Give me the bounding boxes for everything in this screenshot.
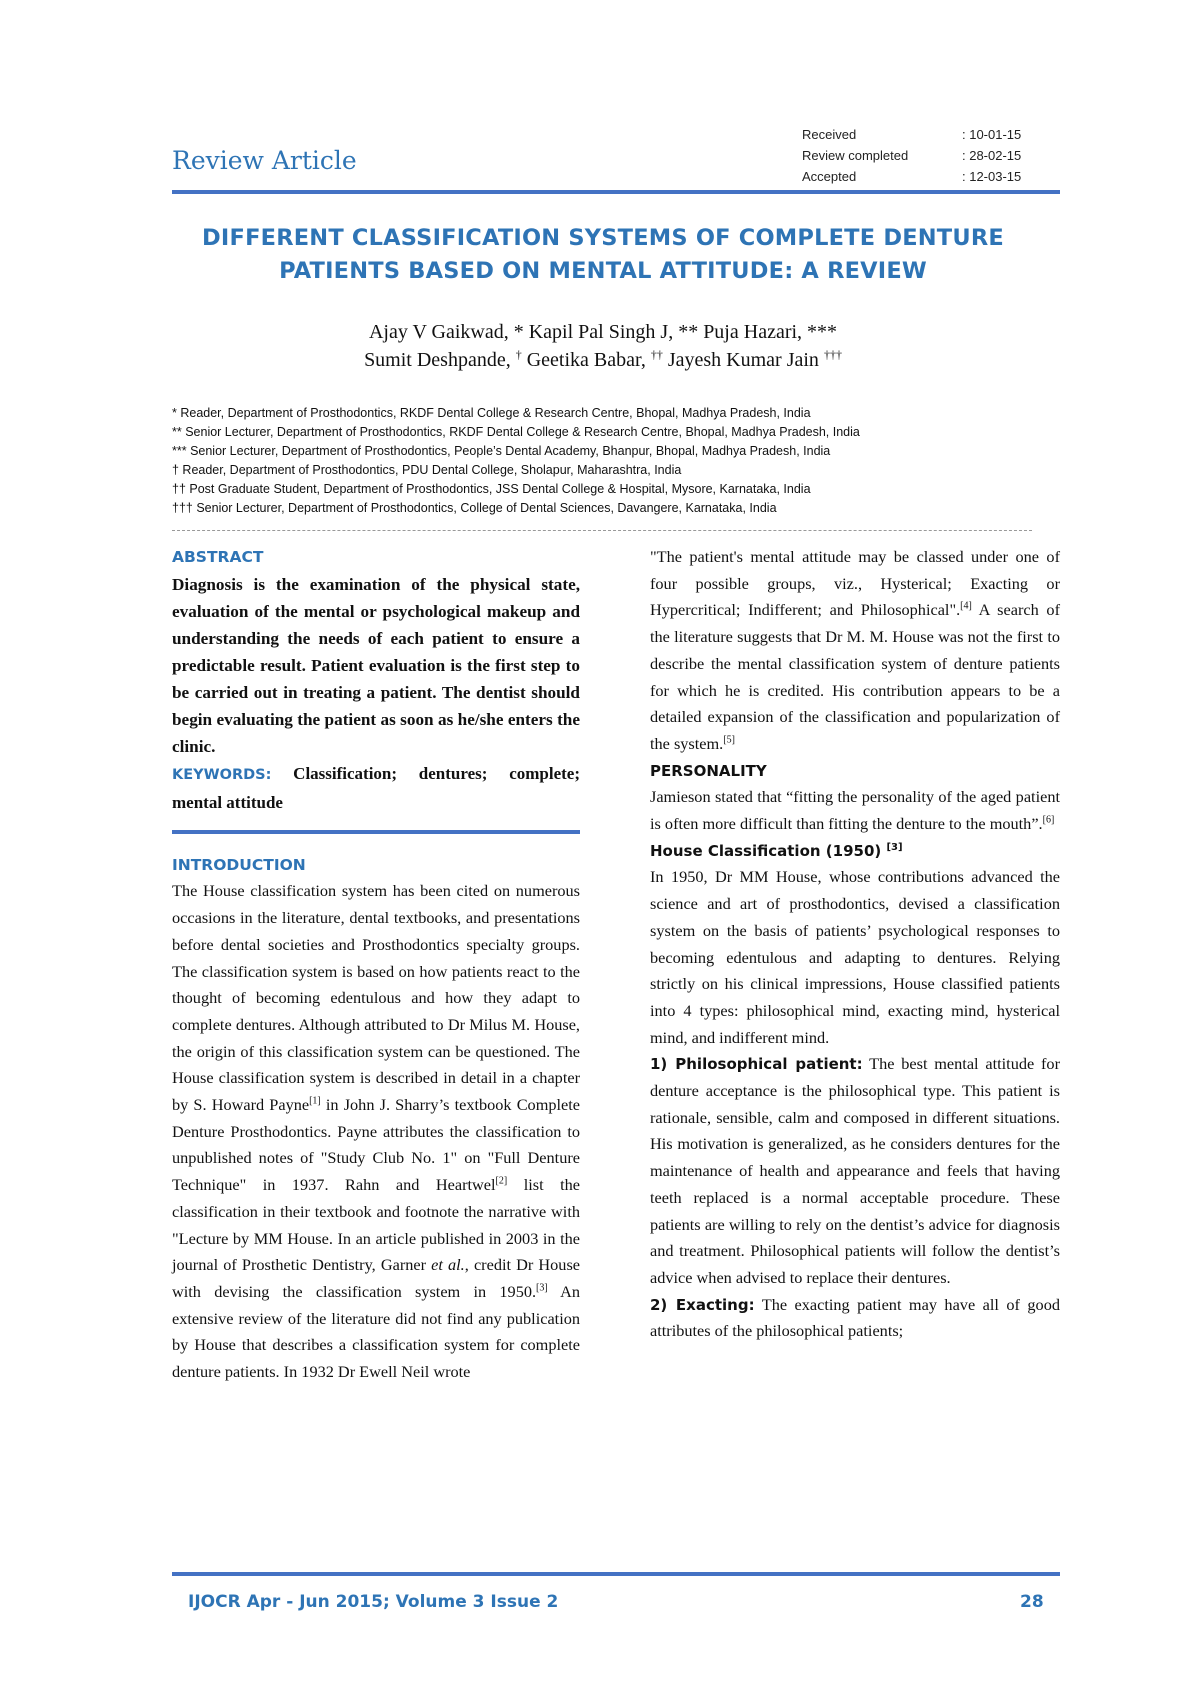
header-rule xyxy=(172,190,1060,194)
affiliations xyxy=(172,404,860,518)
left-column xyxy=(172,544,580,1386)
date-review-completed: Review completed : 28-02-15 xyxy=(802,148,1022,163)
page-number: 28 xyxy=(1020,1592,1044,1612)
paragraph: Jamieson stated that “fitting the personality of the aged patient is often more difficult than fitting the denture to the mouth”.[6] xyxy=(650,787,1060,834)
exacting-paragraph: 2) Exacting: The exacting patient may have all of good attributes of the philosophical patients; xyxy=(650,1294,1060,1341)
affiliation: †† Post Graduate Student, Department of Prosthodontics, JSS Dental College & Hospital, Mysore, Karnataka, India xyxy=(172,482,811,496)
personality-heading: PERSONALITY xyxy=(650,761,767,780)
article-dates xyxy=(802,124,1021,187)
affiliation: † Reader, Department of Prosthodontics, PDU Dental College, Sholapur, Maharashtra, India xyxy=(172,463,682,477)
house-classification-heading: House Classification (1950) [3] xyxy=(650,841,903,860)
introduction-heading: INTRODUCTION xyxy=(172,855,306,874)
author-list: Ajay V Gaikwad, * Kapil Pal Singh J, ** Puja Hazari, *** Sumit Deshpande, † Geetika Babar, †† Jayesh Kumar Jain ††† xyxy=(364,321,842,371)
journal-citation: IJOCR Apr - Jun 2015; Volume 3 Issue 2 xyxy=(188,1592,559,1612)
right-column xyxy=(650,544,1060,1345)
date-accepted: Accepted : 12-03-15 xyxy=(802,169,1022,184)
affiliation: ††† Senior Lecturer, Department of Prosthodontics, College of Dental Sciences, Davangere, Karnataka, India xyxy=(172,501,777,515)
affiliation: ** Senior Lecturer, Department of Prosthodontics, RKDF Dental College & Research Centre, Bhopal, Madhya Pradesh, India xyxy=(172,425,860,439)
article-type-label: Review Article xyxy=(172,146,357,175)
paragraph: "The patient's mental attitude may be classed under one of four possible groups, viz., Hysterical; Exacting or Hypercritical; Indifferent; and Philosophical".[4] A search of the literature suggests that Dr M. M. House was not the first to describe the mental classification system of denture patients for which he is credited. His contribution appears to be a detailed expansion of the classification and popularization of the system.[5] xyxy=(650,547,1060,753)
abstract-text: Diagnosis is the examination of the physical state, evaluation of the mental or psychological makeup and understanding the needs of each patient to ensure a predictable result. Patient evaluation is the first step to be carried out in treating a patient. The dentist should begin evaluating the patient as soon as he/she enters the clinic. xyxy=(172,574,580,756)
abstract-heading: ABSTRACT xyxy=(172,548,264,566)
affiliation: * Reader, Department of Prosthodontics, RKDF Dental College & Research Centre, Bhopal, Madhya Pradesh, India xyxy=(172,406,811,420)
affiliation: *** Senior Lecturer, Department of Prosthodontics, People’s Dental Academy, Bhanpur, Bhopal, Madhya Pradesh, India xyxy=(172,444,831,458)
date-received: Received : 10-01-15 xyxy=(802,127,1022,142)
section-divider xyxy=(172,530,1032,531)
footer-rule xyxy=(172,1572,1060,1576)
keywords: KEYWORDS: Classification; dentures; complete; mental attitude xyxy=(172,763,580,812)
philosophical-paragraph: 1) Philosophical patient: The best mental attitude for denture acceptance is the philosophical type. This patient is rationale, sensible, calm and composed in different situations. His motivation is generalized, as he considers dentures for the maintenance of health and appearance and feels that having teeth replaced is a normal acceptable procedure. These patients are willing to rely on the dentist’s advice for diagnosis and treatment. Philosophical patients will follow the dentist’s advice when advised to replace their dentures. xyxy=(650,1054,1060,1287)
article-title: DIFFERENT CLASSIFICATION SYSTEMS OF COMPLETE DENTURE PATIENTS BASED ON MENTAL ATTITUDE: A REVIEW xyxy=(202,225,1004,284)
paragraph: In 1950, Dr MM House, whose contributions advanced the science and art of prosthodontics, devised a classification system on the basis of patients’ psychological responses to becoming edentulous and adapting to dentures. Relying strictly on his clinical impressions, House classified patients into 4 types: philosophical mind, exacting mind, hysterical mind, and indifferent mind. xyxy=(650,867,1060,1047)
abstract-rule xyxy=(172,830,580,834)
introduction-text: The House classification system has been cited on numerous occasions in the literature, dental textbooks, and presentations before dental societies and Prosthodontics specialty groups. The classification system is based on how patients react to the thought of becoming edentulous and how they adapt to complete dentures. Although attributed to Dr Milus M. House, the origin of this classification system can be questioned. The House classification system is described in detail in a chapter by S. Howard Payne[1] in John J. Sharry’s textbook Complete Denture Prosthodontics. Payne attributes the classification to unpublished notes of "Study Club No. 1" on "Full Denture Technique" in 1937. Rahn and Heartwel[2] list the classification in their textbook and footnote the narrative with "Lecture by MM House. In an article published in 2003 in the journal of Prosthetic Dentistry, Garner et al., credit Dr House with devising the classification system in 1950.[3] An extensive review of the literature did not find any publication by House that describes a classification system for complete denture patients. In 1932 Dr Ewell Neil wrote xyxy=(172,881,581,1382)
